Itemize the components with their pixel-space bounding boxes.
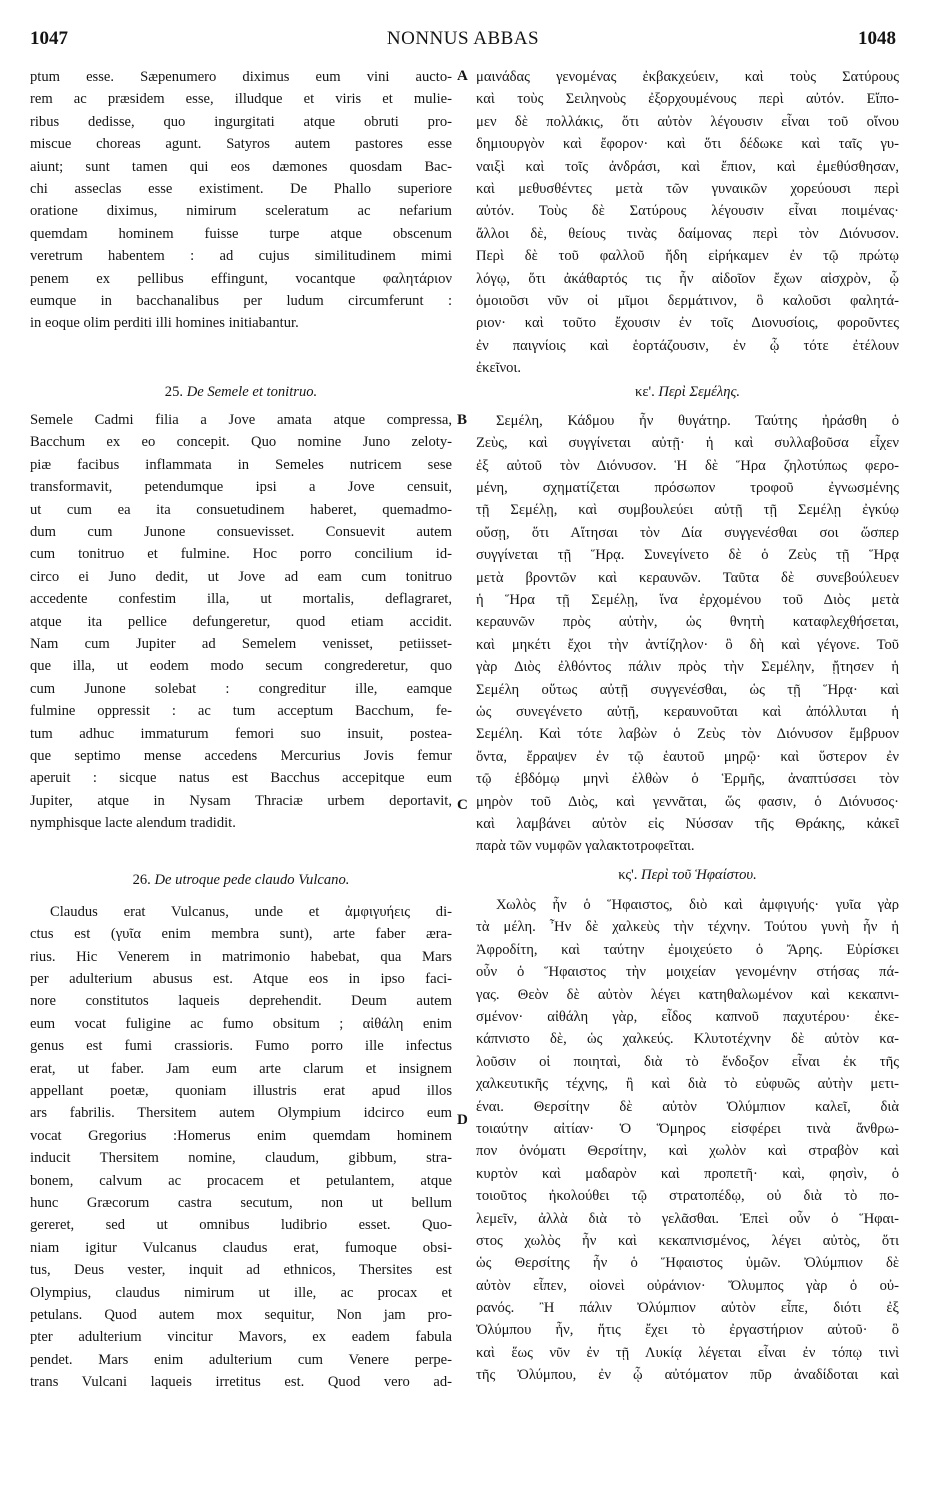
text-line: ribus dedisse, quo ingurgitati atque obruti pro-: [30, 113, 452, 130]
text-line: Σεμέλη. Καὶ τότε λαβὼν ὁ Ζεὺς τὸν Διόνυσον ἔμβρυον: [476, 726, 899, 743]
text-line: ὡς Θερσίτης ἦν ὁ Ἥφαιστος ὑμῶν. Ὀλύμπιον δὲ: [476, 1255, 899, 1272]
latin-column: [30, 66, 452, 1393]
margin-marker-c: C: [457, 797, 468, 813]
text-line: παρὰ τῶν νυμφῶν γαλακτοτροφεῖται.: [476, 838, 695, 855]
text-line: Ζεὺς, καὶ συγγίνεται αὐτῇ· ἡ καὶ συλλαβοῦσα εἶχεν: [476, 435, 899, 452]
text-line: que illa, ut eodem modo secum congrederetur, quo: [30, 658, 452, 675]
text-line: atque ita pellice defungeretur, quod etiam accidit.: [30, 613, 452, 630]
text-line: Jupiter, atque in Nysam Thraciæ urbem deportavit,: [30, 792, 452, 809]
text-line: ἡ Ἥρα τῇ Σεμέλῃ, ἵνα ἐρχομένου τοῦ Διὸς μετὰ: [476, 591, 899, 608]
text-line: hunc Græcorum castra secutum, non ut bellum: [30, 1194, 452, 1211]
text-line: λεμεῖν, ἀλλὰ διὰ τὸ γελᾶσθαι. Ἐπεὶ οὖν ὁ Ἥφαι-: [476, 1210, 899, 1227]
text-line: μετὰ βροντῶν καὶ κεραυνῶν. Ταῦτα δὲ συνεβούλευεν: [476, 569, 899, 586]
text-line: ἄλλοι δὲ, θείους τινὰς δαίμονας περὶ τὸν Διόνυσον.: [476, 225, 899, 242]
text-line: erat, ut faber. Jam eum arte clarum et insignem: [30, 1060, 452, 1077]
text-line: transformavit, petendumque ipsi a Jove censuit,: [30, 479, 452, 496]
text-line: aperuit : sicque natus est Bacchus accepitque eum: [30, 770, 452, 787]
text-line: genus est fumi crassioris. Fumo porro ille infectus: [30, 1038, 452, 1055]
text-line: πον ὀνόματι Θερσίτην, καὶ χωλὸν καὶ στραβὸν καὶ: [476, 1143, 899, 1160]
text-line: χαλκευτικῆς τέχνης, ἢ καὶ διὰ τὸ εὐφυῶς αὐτὴν μετι-: [476, 1076, 899, 1093]
text-line: τῆς Ὀλύμπου, ἐν ᾧ αὐτόματον πῦρ ἀναδίδοται καὶ: [476, 1367, 899, 1384]
margin-marker-d: D: [457, 1112, 468, 1128]
page-number-right: 1048: [858, 28, 896, 49]
text-line: μένη, σχηματίζεται πρόσωπον τροφοῦ ἐγνωσμένης: [476, 480, 899, 497]
greek-paragraph-hephaestus: [476, 894, 899, 1387]
text-line: Bacchum ex eo concepit. Quo nomine Juno zeloty-: [30, 434, 452, 451]
text-line: rius. Hic Venerem in matrimonio habebat, qua Mars: [30, 948, 452, 965]
text-line: κεραυνῶν πρὸς αὐτὴν, ὡς θνητὴ καταφλεχθήσεται,: [476, 614, 899, 631]
text-line: gereret, sed ut omnibus ludibrio esset. Quo-: [30, 1217, 452, 1234]
text-line: tus, Deus vester, inquit ad ethnicos, Thersites est: [30, 1262, 452, 1279]
text-line: cum tonitruo et fulmine. Hoc porro concilium id-: [30, 546, 452, 563]
text-line: Σεμέλη οὕτως αὐτῇ συγγενέσθαι, ὡς τῇ Ἥρᾳ· καὶ: [476, 681, 899, 698]
margin-marker-a: A: [457, 68, 468, 84]
text-line: οὔσῃ, ὅτι Αἴτησαι τὸν Δία συγγενέσθαι σοι ὥσπερ: [476, 524, 899, 541]
text-line: Olympius, claudus nimirum ut ille, ac procax et: [30, 1284, 452, 1301]
text-line: ρανός. Ἢ πάλιν Ὀλύμπιον αὐτὸν εἶπε, διότι ἐξ: [476, 1300, 899, 1317]
text-line: in eoque olim perditi illi homines initiabantur.: [30, 315, 299, 332]
text-line: pendet. Mars enim adulterium cum Venere perpe-: [30, 1351, 452, 1368]
text-line: petulans. Quod autem mox sequitur, Non jam pro-: [30, 1306, 452, 1323]
latin-heading-25-title: De Semele et tonitruo.: [186, 383, 318, 400]
greek-heading-26-number: κς'.: [618, 866, 638, 883]
latin-heading-25: [30, 381, 452, 403]
page-number-left: 1047: [30, 28, 68, 49]
text-line: τὰ μέλη. Ἦν δὲ χαλκεὺς τὴν τέχνην. Τούτου γυνὴ ἦν ἡ: [476, 919, 899, 936]
text-line: pter adulterium vincitur Mavors, ex eadem fabula: [30, 1329, 452, 1346]
greek-heading-25-title: Περὶ Σεμέλης.: [658, 384, 741, 401]
text-line: ars fabrilis. Thersitem autem Olympium idcirco eum: [30, 1105, 452, 1122]
text-line: ἐν παιγνίοις καὶ ἑορτάζουσιν, ἐν ᾧ τότε ἐτέλουν: [476, 337, 899, 354]
text-line: ἐξ αὐτοῦ τὸν Διόνυσον. Ἡ δὲ Ἥρα ζηλοτύπως φερο-: [476, 457, 899, 474]
text-line: ptum esse. Sæpenumero diximus eum vini aucto-: [30, 69, 452, 85]
text-line: κάπνιστο δὲ, ὡς χαλκεύς. Κλυτοτέχνην δὲ αὐτὸν κα-: [476, 1031, 899, 1048]
text-line: ριον· καὶ τοῦτο ἔχουσιν ἐν τοῖς Διονυσίοις, φοροῦντες: [476, 315, 899, 332]
text-line: per adulterium abusus est. Atque eos in ipso faci-: [30, 971, 452, 988]
text-line: τῇ Σεμέλῃ, καὶ συμβουλεύει αὐτῇ τῇ Σεμέλῃ ἐγκύῳ: [476, 502, 899, 519]
text-line: καὶ τοὺς Σειληνοὺς ἐξορχουμένους περὶ αὐτόν. Εἴπο-: [476, 91, 899, 108]
text-line: miscue choreas agunt. Satyros autem pastores esse: [30, 136, 452, 153]
text-line: στος χωλὸς ἦν καὶ κεκαπνισμένος, λέγει αὐτὸς, ὅτι: [476, 1232, 899, 1249]
text-line: nore constitutos laqueis deprehendit. Deum autem: [30, 993, 452, 1010]
text-line: αὐτὸν εἶπεν, οἱονεὶ οὐράνιον· Ὄλυμπος γὰρ ὁ οὐ-: [476, 1277, 899, 1294]
greek-heading-26-title: Περὶ τοῦ Ἡφαίστου.: [641, 866, 757, 883]
running-title: NONNUS ABBAS: [386, 28, 540, 49]
text-line: δημιουργὸν καὶ ἔφορον· καὶ ὅτι δέδωκε καὶ ταῖς γυ-: [476, 136, 899, 153]
text-line: accedente confestim illa, ut mortalis, deflagraret,: [30, 591, 452, 608]
text-line: οὖν ὁ Ἥφαιστος τὴν μοιχείαν γενομένην στήσας πά-: [476, 964, 899, 981]
text-line: oratione diximus, nimirum sceleratum ac nefarium: [30, 203, 452, 220]
text-line: ἐκεῖνοι.: [476, 360, 522, 377]
text-line: veretrum habentem : ad cujus similitudinem mimi: [30, 248, 452, 265]
text-line: μηρὸν τοῦ Διὸς, καὶ γεννᾶται, ὥς φασιν, ὁ Διόνυσος·: [476, 793, 899, 810]
text-line: cum Junone solebat : congreditur ille, eamque: [30, 680, 452, 697]
greek-paragraph-intro: [476, 66, 899, 379]
text-line: τοιοῦτος ἠκολούθει τῷ στρατοπέδῳ, οὐ διὰ τὸ πο-: [476, 1188, 899, 1205]
text-line: καὶ ἕως νῦν ἐν τῇ Λυκίᾳ λέγεται εἶναι ἐν τόπῳ τινὶ: [476, 1344, 899, 1361]
text-line: Σεμέλη, Κάδμου ἦν θυγάτηρ. Ταύτης ἠράσθη ὁ: [496, 412, 899, 429]
text-line: Περὶ δὲ τοῦ φαλλοῦ ἤδη εἰρήκαμεν ἐν τῷ πρώτῳ: [476, 248, 899, 265]
text-line: Ἀφροδίτη, καὶ ταύτην ἐμοιχεύετο ὁ Ἄρης. Εὑρίσκει: [476, 941, 899, 958]
text-line: καὶ μεθυσθέντες μετὰ τῶν γυναικῶν χορεύουσι περὶ: [476, 180, 899, 197]
greek-paragraph-semele: [476, 410, 899, 858]
text-line: έναι. Θερσίτην δὲ αὐτὸν Ὀλύμπιον καλεῖ, διὰ: [476, 1098, 899, 1115]
text-line: μεν δὲ πολλάκις, ὅτι αὐτὸν λέγουσιν εἶναι τοῦ οἴνου: [476, 113, 899, 130]
text-line: ut cum ea ita consuetudinem haberet, quemadmo-: [30, 501, 452, 518]
latin-paragraph-intro: [30, 66, 452, 335]
text-line: γὰρ Διὸς ἐλθόντος πάλιν πρὸς τὴν Σεμέλην, ᾔτησεν ἡ: [476, 659, 899, 676]
text-line: Nam cum Jupiter ad Semelem venisset, petiisset-: [30, 635, 452, 652]
latin-paragraph-semele: [30, 409, 452, 834]
text-line: quemdam hominem fuisse turpe atque obscenum: [30, 225, 452, 242]
text-line: penem ex pellibus effingunt, vocantque φαλητάριον: [30, 270, 452, 287]
greek-heading-25-number: κε'.: [634, 384, 655, 401]
text-line: piæ facibus inflammata in Semeles nutricem sese: [30, 456, 452, 473]
greek-column: [476, 66, 899, 1387]
text-line: nymphisque lacte alendum tradidit.: [30, 815, 236, 832]
text-line: μαινάδας γενομένας ἐκβακχεύειν, καὶ τοὺς Σατύρους: [476, 69, 899, 85]
text-line: eum vocat fuligine ac fumo obsitum ; αἰθάλη enim: [30, 1015, 452, 1032]
text-line: trans Vulcani laqueis irretitus est. Quod vero ad-: [30, 1374, 452, 1391]
text-line: τοιαύτην αἰτίαν· Ὁ Ὅμηρος εἰσφέρει τινὰ ἄνθρω-: [476, 1120, 899, 1137]
text-line: vocat Gregorius :Homerus enim quemdam hominem: [30, 1127, 452, 1144]
text-line: ὡς συνεγένετο αὐτῇ, κεραυνοῦται καὶ ἀπόλλυται ἡ: [476, 703, 899, 720]
text-line: chi asseclas esse existiment. De Phallo superiore: [30, 180, 452, 197]
text-line: συγγίνεται τῇ Ἥρᾳ. Συνεγίνετο δὲ ὁ Ζεὺς τῇ Ἥρᾳ: [476, 547, 899, 564]
text-line: καὶ λαμβάνει αὐτὸν εἰς Νύσσαν τῆς Θράκης, κἀκεῖ: [476, 815, 899, 832]
text-line: rem ac præsidem esse, illudque et viris et mulie-: [30, 91, 452, 108]
text-line: ὄντα, ἔρραψεν ἐν τῷ ἑαυτοῦ μηρῷ· καὶ ὕστερον ἐν: [476, 748, 899, 765]
page-header: [30, 28, 896, 58]
text-line: λοῦσιν οἱ ποιηταὶ, διὰ τὸ ἔνδοξον εἶναι ἐκ τῆς: [476, 1053, 899, 1070]
text-line: αὐτόν. Τοὺς δὲ Σατύρους λέγουσιν εἶναι ποιμένας·: [476, 203, 899, 220]
text-line: λόγῳ, ὅτι ἀκάθαρτός τις ἦν αἰδοῖον ἔχων αἰσχρὸν, ᾧ: [476, 270, 899, 287]
margin-marker-b: B: [457, 412, 468, 428]
text-line: σμένον· αἰθάλη γὰρ, εἶδος καπνοῦ παχυτέρου· ἐκε-: [476, 1009, 899, 1026]
text-line: καὶ μηκέτι ἔχοι τὴν ἀντίζηλον· ὃ δὴ καὶ γέγονε. Τοῦ: [476, 636, 899, 653]
text-line: aiunt; sunt tamen qui eos dæmones quosdam Bac-: [30, 158, 452, 175]
text-line: fulmine oppressit : ac tum acceptum Bacchum, fe-: [30, 703, 452, 720]
greek-heading-26: [476, 864, 899, 886]
text-line: inducit Thersitem nomine, claudum, gibbum, stra-: [30, 1150, 452, 1167]
text-line: Ὀλύμπου ἦν, ἥτις ἔχει τὸ ἐργαστήριον αὐτοῦ· ὃ: [476, 1322, 899, 1339]
text-line: ναιξὶ καὶ τοῖς ἀνδράσι, καὶ ἔπιον, καὶ ἐμεθύσθησαν,: [476, 158, 899, 175]
text-line: γας. Θεὸν δὲ αὐτὸν λέγει κατηθαλωμένον καὶ κεκαπνι-: [476, 986, 899, 1003]
text-line: ctus est (γυῖα enim membra sunt), arte faber æra-: [30, 926, 452, 943]
latin-paragraph-vulcan: [30, 901, 452, 1394]
text-line: Claudus erat Vulcanus, unde et ἀμφιγυήεις di-: [50, 903, 452, 920]
latin-heading-26: [30, 869, 452, 891]
text-line: appellant poetæ, quoniam illustris erat apud illos: [30, 1083, 452, 1100]
text-line: dum cum Junone consuevisset. Consuevit autem: [30, 524, 452, 541]
latin-heading-26-title: De utroque pede claudo Vulcano.: [154, 871, 350, 888]
greek-heading-25: [476, 381, 899, 403]
text-line: que septimo mense accedens Mercurius Jovis femur: [30, 747, 452, 764]
text-line: circo ei Juno dedit, ut Jove ad eam cum tonitruo: [30, 568, 452, 585]
text-line: eumque in bacchanalibus per ludum circumferunt :: [30, 292, 452, 309]
text-line: ὁμοιοῦσι νῦν οἱ μῖμοι δερμάτινον, ὃ καλοῦσι φαλητά-: [476, 292, 899, 309]
latin-heading-25-number: 25.: [164, 383, 184, 400]
text-line: τῷ ἑβδόμῳ μηνὶ ἐλθὼν ὁ Ἑρμῆς, ἀναπτύσσει τὸν: [476, 771, 899, 788]
latin-heading-26-number: 26.: [132, 871, 151, 888]
text-line: bonem, calvum ac procacem et petulantem, atque: [30, 1172, 452, 1189]
text-line: Χωλὸς ἦν ὁ Ἥφαιστος, διὸ καὶ ἀμφιγυής· γυῖα γὰρ: [496, 897, 899, 914]
text-line: tum adhuc immaturum femori suo insuit, postea-: [30, 725, 452, 742]
text-line: κυρτὸν καὶ μαδαρὸν καὶ προπετῆ· καὶ, φησὶν, ὁ: [476, 1165, 899, 1182]
text-line: Semele Cadmi filia a Jove amata atque compressa,: [30, 412, 452, 429]
text-line: niam igitur Vulcanus claudus erat, fumoque obsi-: [30, 1239, 452, 1256]
